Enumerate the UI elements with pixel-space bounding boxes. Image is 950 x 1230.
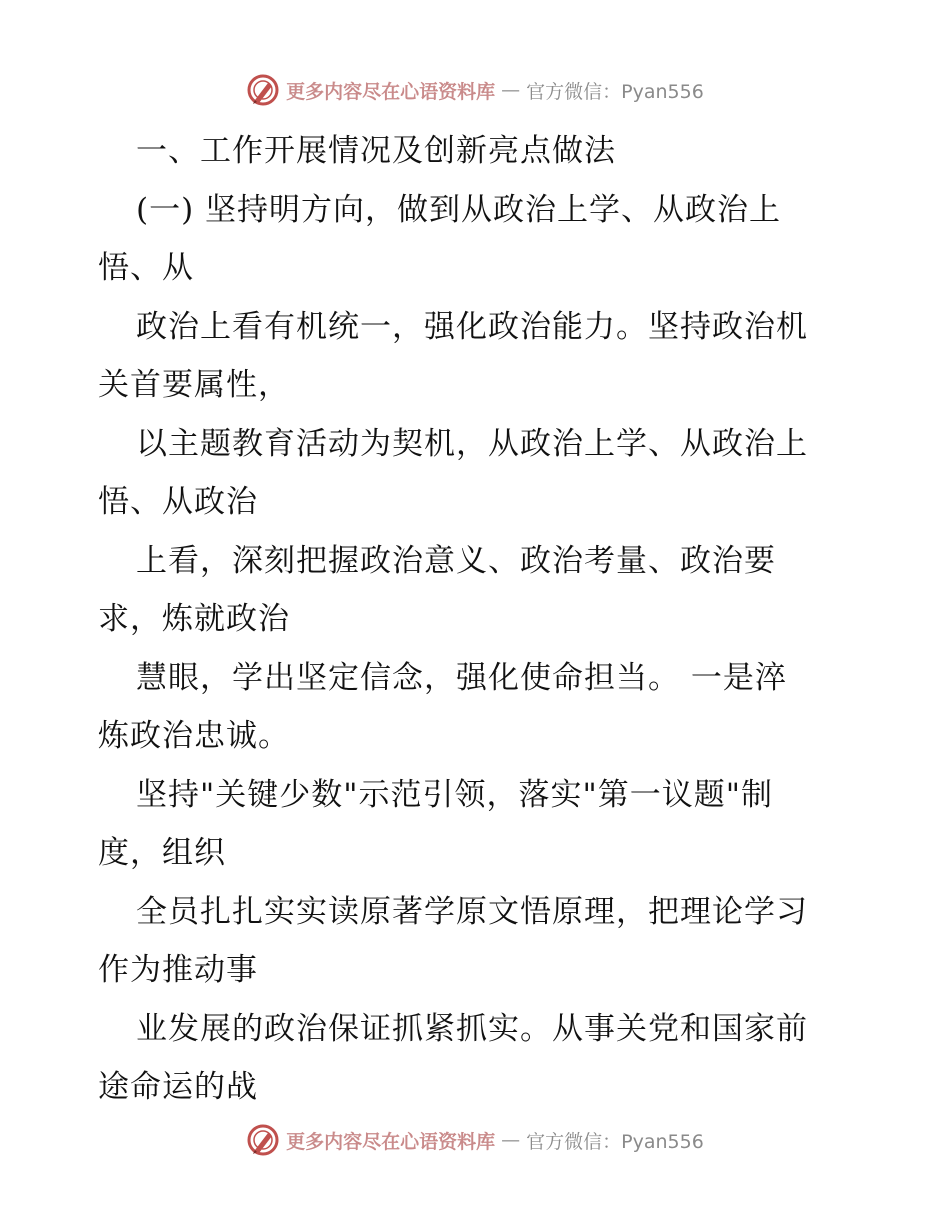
header-watermark [0,70,950,110]
pen-logo-icon [246,73,280,107]
pen-logo-icon [246,1123,280,1157]
watermark-wechat-text: 官方微信：Pyan556 [526,1130,704,1153]
footer-watermark [0,1120,950,1160]
watermark-brand-text: 更多内容尽在心语资料库 [286,1130,496,1153]
paragraph-line: 求，炼就政治 [98,601,290,637]
watermark-brand-text: 更多内容尽在心语资料库 [286,80,496,103]
paragraph-line: 全员扎扎实实读原著学原文悟原理，把理论学习 [136,893,808,930]
watermark-separator: — [501,1129,521,1151]
paragraph-line: 悟、从 [98,250,194,286]
paragraph-line: 度，组织 [98,835,226,871]
paragraph-line: 炼政治忠诚。 [98,718,290,754]
paragraph-line: (一) 坚持明方向，做到从政治上学、从政治上 [136,191,782,228]
paragraph-line: 上看，深刻把握政治意义、政治考量、政治要 [136,542,776,579]
paragraph-line: 途命运的战 [98,1069,258,1105]
paragraph-line: 悟、从政治 [98,484,258,520]
paragraph-line: 政治上看有机统一，强化政治能力。坚持政治机 [136,308,808,345]
watermark-separator: — [501,79,521,101]
paragraph-line: 作为推动事 [98,952,258,988]
paragraph-line: 业发展的政治保证抓紧抓实。从事关党和国家前 [136,1010,808,1047]
paragraph-line: 慧眼，学出坚定信念，强化使命担当。 一是淬 [136,659,787,696]
document-body [98,122,858,1117]
paragraph-line: 关首要属性， [98,367,290,403]
paragraph-line: 以主题教育活动为契机，从政治上学、从政治上 [136,425,808,462]
watermark-wechat-text: 官方微信：Pyan556 [526,80,704,103]
paragraph-line: 坚持"关键少数"示范引领，落实"第一议题"制 [136,776,774,813]
section-heading: 一、工作开展情况及创新亮点做法 [136,133,616,169]
